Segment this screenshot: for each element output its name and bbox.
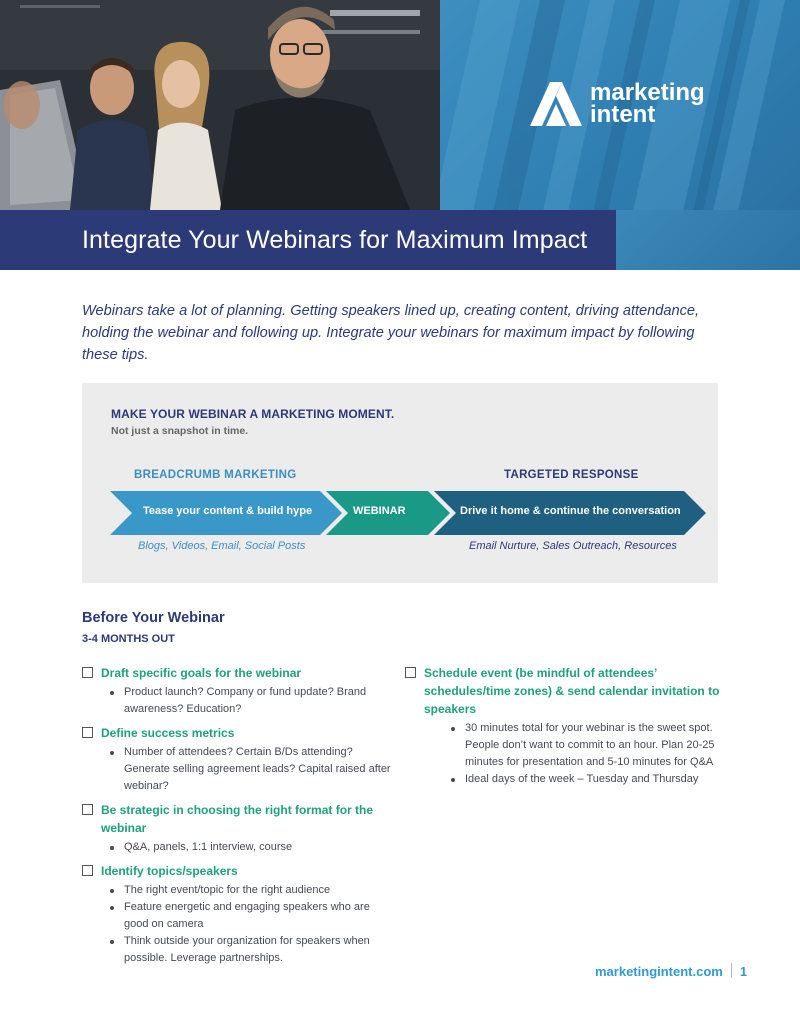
checkbox[interactable]	[405, 667, 416, 678]
task-draft-goals	[82, 664, 392, 718]
breadcrumb-channels: Blogs, Videos, Email, Social Posts	[138, 540, 306, 552]
page-title: Integrate Your Webinars for Maximum Impact	[82, 226, 588, 254]
checkbox[interactable]	[82, 804, 93, 815]
marketing-intent-logo	[530, 79, 730, 128]
logo-mark-icon	[530, 82, 582, 126]
webinar-arrow-label: WEBINAR	[353, 505, 406, 517]
tease-arrow-label: Tease your content & build hype	[143, 505, 313, 517]
bullet-item: Q&A, panels, 1:1 interview, course	[124, 839, 392, 856]
footer-website-link[interactable]: marketingintent.com	[595, 964, 723, 979]
bullet-item: The right event/topic for the right audience	[124, 882, 392, 899]
checkbox[interactable]	[82, 667, 93, 678]
task-schedule-event	[405, 664, 720, 788]
bullet-item: 30 minutes total for your webinar is the sweet spot. People don’t want to commit to an hour. Plan 20-25 minutes for presentation and 5-10 minutes for Q&A	[465, 720, 720, 771]
checkbox[interactable]	[82, 865, 93, 876]
header-accent-strip	[616, 210, 800, 270]
task-title: Identify topics/speakers	[101, 864, 238, 878]
targeted-channels: Email Nurture, Sales Outreach, Resources	[469, 540, 677, 552]
task-title: Define success metrics	[101, 726, 235, 740]
task-success-metrics	[82, 724, 392, 795]
bullet-item: Number of attendees? Certain B/Ds attending? Generate selling agreement leads? Capital raised after webinar?	[124, 744, 392, 795]
drive-home-arrow-label: Drive it home & continue the conversation	[460, 505, 681, 517]
task-title: Draft specific goals for the webinar	[101, 666, 302, 680]
bullet-item: Think outside your organization for speakers when possible. Leverage partnerships.	[124, 933, 392, 967]
right-checklist	[405, 664, 720, 794]
marketing-moment-box	[82, 383, 718, 583]
page-number: 1	[739, 964, 748, 979]
bullet-item: Feature energetic and engaging speakers who are good on camera	[124, 899, 392, 933]
team-meeting-photo	[0, 0, 440, 210]
moment-subtitle: Not just a snapshot in time.	[111, 425, 249, 437]
intro-paragraph: Webinars take a lot of planning. Getting speakers lined up, creating content, driving attendance, holding the webinar and following up. Integrate your webinars for maximum impact by following these tips.	[82, 303, 700, 363]
task-identify-topics	[82, 862, 392, 967]
targeted-response-label: TARGETED RESPONSE	[504, 469, 639, 481]
task-title: Be strategic in choosing the right format for the webinar	[101, 803, 374, 835]
task-choose-format	[82, 801, 392, 856]
checkbox[interactable]	[82, 727, 93, 738]
moment-title: MAKE YOUR WEBINAR A MARKETING MOMENT.	[111, 407, 395, 421]
logo-word-intent: intent	[590, 101, 656, 128]
footer-divider	[731, 963, 732, 978]
logo-word-marketing: marketing	[590, 79, 705, 106]
page-footer	[595, 963, 747, 979]
title-bar	[0, 210, 616, 270]
before-webinar-heading: Before Your Webinar	[82, 610, 225, 626]
task-title: Schedule event (be mindful of attendees’ schedules/time zones) & send calendar invitation to speakers	[424, 666, 720, 716]
before-webinar-timeframe: 3-4 MONTHS OUT	[82, 633, 175, 645]
bullet-item: Ideal days of the week – Tuesday and Thursday	[465, 771, 720, 788]
breadcrumb-marketing-label: BREADCRUMB MARKETING	[134, 469, 297, 481]
left-checklist	[82, 664, 392, 973]
hero-banner	[0, 0, 800, 270]
bullet-item: Product launch? Company or fund update? Brand awareness? Education?	[124, 684, 392, 718]
